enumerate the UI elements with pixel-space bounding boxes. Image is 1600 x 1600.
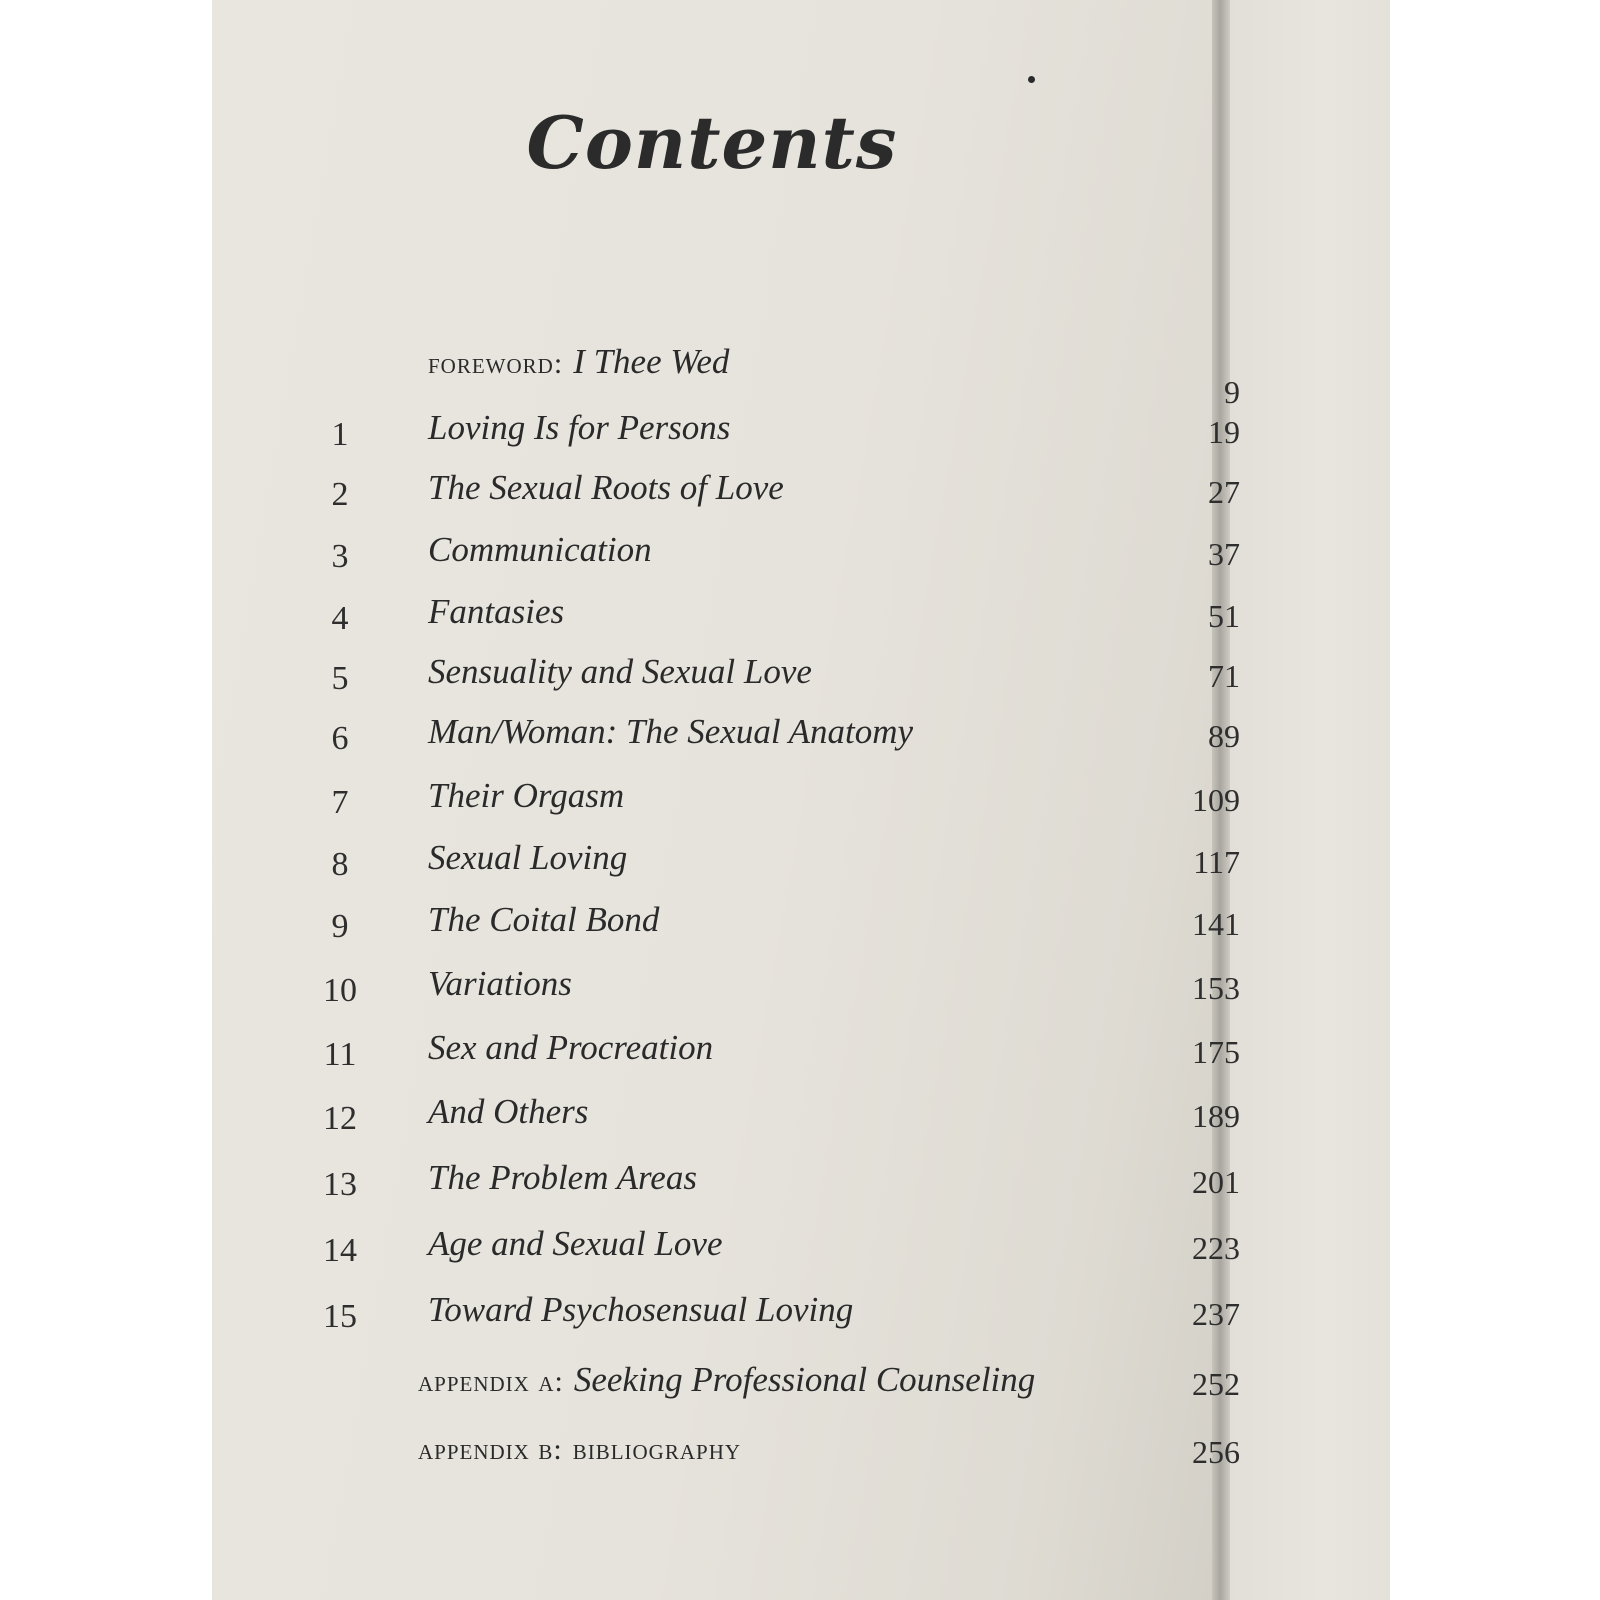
toc-entry-chapter — [300, 652, 1240, 704]
toc-entry-chapter — [300, 592, 1240, 644]
chapter-number: 13 — [323, 1166, 357, 1203]
foreword-title: I Thee Wed — [573, 342, 730, 381]
toc-entry-foreword — [300, 342, 1240, 410]
appendix-label — [418, 1360, 1035, 1400]
toc-entry-appendix — [300, 1428, 1240, 1480]
appendix-page-number: 252 — [1192, 1366, 1240, 1402]
chapter-page-number: 175 — [1192, 1034, 1240, 1070]
chapter-page-number: 201 — [1192, 1164, 1240, 1200]
chapter-title: Sex and Procreation — [428, 1028, 714, 1067]
chapter-page-number: 19 — [1208, 414, 1240, 450]
toc-entry-chapter — [300, 712, 1240, 764]
chapter-title: Variations — [428, 964, 572, 1003]
chapter-title: The Sexual Roots of Love — [428, 468, 784, 507]
appendix-label — [418, 1428, 741, 1468]
chapter-number: 4 — [331, 600, 349, 637]
chapter-title: Age and Sexual Love — [428, 1224, 723, 1263]
chapter-number: 15 — [323, 1298, 357, 1335]
toc-entry-chapter — [300, 964, 1240, 1016]
toc-entry-chapter — [300, 838, 1240, 890]
chapter-title: The Problem Areas — [428, 1158, 697, 1197]
toc-entry-chapter — [300, 1028, 1240, 1080]
chapter-title: Toward Psychosensual Loving — [428, 1290, 854, 1329]
chapter-number: 10 — [323, 972, 357, 1009]
chapter-page-number: 89 — [1208, 718, 1240, 754]
chapter-number: 14 — [323, 1232, 357, 1269]
chapter-page-number: 27 — [1208, 474, 1240, 510]
appendix-prefix: appendix a: — [418, 1365, 564, 1398]
chapter-title: Loving Is for Persons — [428, 408, 731, 447]
chapter-page-number: 37 — [1208, 536, 1240, 572]
appendix-title: Seeking Professional Counseling — [573, 1360, 1036, 1399]
toc-entry-appendix — [300, 1360, 1240, 1412]
chapter-number: 7 — [331, 784, 349, 821]
chapter-page-number: 109 — [1192, 782, 1240, 818]
chapter-title: Communication — [428, 530, 652, 569]
chapter-page-number: 153 — [1192, 970, 1240, 1006]
toc-entry-chapter — [300, 1224, 1240, 1276]
toc-entry-chapter — [300, 900, 1240, 952]
toc-entry-chapter — [300, 530, 1240, 582]
toc-entry-chapter — [300, 1290, 1240, 1342]
chapter-page-number: 237 — [1192, 1296, 1240, 1332]
chapter-title: Man/Woman: The Sexual Anatomy — [428, 712, 914, 751]
chapter-page-number: 141 — [1192, 906, 1240, 942]
chapter-number: 11 — [323, 1036, 357, 1073]
chapter-page-number: 51 — [1208, 598, 1240, 634]
chapter-title: Sexual Loving — [428, 838, 628, 877]
chapter-number: 1 — [331, 416, 349, 453]
chapter-title: Fantasies — [428, 592, 565, 631]
chapter-number: 9 — [331, 908, 349, 945]
toc-entry-chapter — [300, 1158, 1240, 1210]
chapter-title: The Coital Bond — [428, 900, 660, 939]
chapter-title: Their Orgasm — [428, 776, 625, 815]
chapter-page-number: 117 — [1193, 844, 1240, 880]
chapter-title: And Others — [428, 1092, 589, 1131]
toc-entry-chapter — [300, 468, 1240, 520]
chapter-number: 6 — [331, 720, 349, 757]
chapter-page-number: 189 — [1192, 1098, 1240, 1134]
appendix-prefix: appendix b: — [418, 1433, 563, 1466]
chapter-title: Sensuality and Sexual Love — [428, 652, 812, 691]
appendix-page-number: 256 — [1192, 1434, 1240, 1470]
toc-entry-chapter — [300, 408, 1240, 460]
chapter-number: 8 — [331, 846, 349, 883]
toc-entry-chapter — [300, 1092, 1240, 1144]
foreword-label — [428, 342, 729, 382]
chapter-number: 3 — [331, 538, 349, 575]
foreword-prefix: foreword: — [428, 347, 564, 380]
foreword-page-number: 9 — [1224, 374, 1240, 410]
chapter-number: 12 — [323, 1100, 357, 1137]
appendix-title: bibliography — [572, 1433, 742, 1466]
toc-entry-chapter — [300, 776, 1240, 828]
chapter-number: 2 — [331, 476, 349, 513]
page-title: Contents — [526, 100, 898, 185]
chapter-number: 5 — [331, 660, 349, 697]
chapter-page-number: 71 — [1208, 658, 1240, 694]
chapter-page-number: 223 — [1192, 1230, 1240, 1266]
